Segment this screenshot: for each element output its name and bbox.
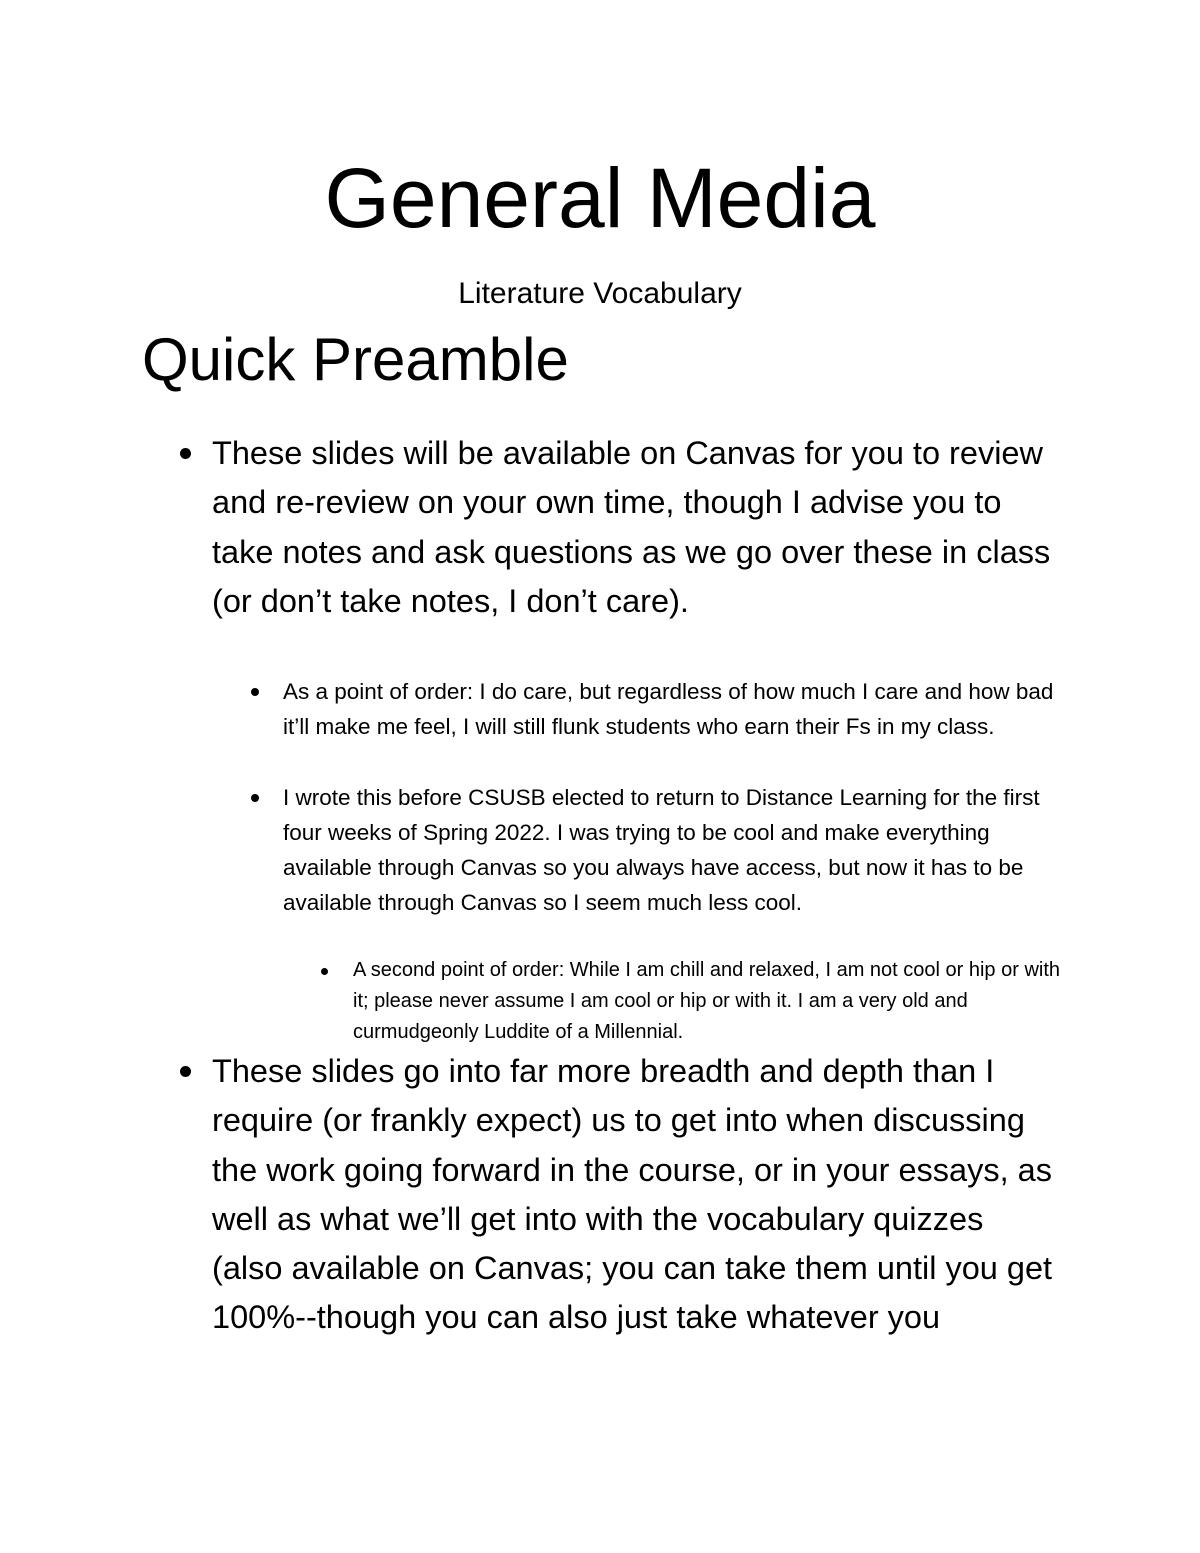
bullet-icon xyxy=(251,688,259,696)
bullet-icon xyxy=(180,1066,191,1077)
sub-bullet-item xyxy=(283,674,1063,744)
bullet-text: These slides will be available on Canvas for you to review and re-review on your own time, though I advise you to take notes and ask questions as we go over these in class (or don’t take notes, I don’t care). xyxy=(212,435,1051,619)
sub-bullet-text: I wrote this before CSUSB elected to return to Distance Learning for the first four weeks of Spring 2022. I was trying to be cool and make everything available through Canvas so you always have access, but now it has to be available through Canvas so I seem much less cool. xyxy=(283,785,1040,915)
bullet-icon xyxy=(251,794,259,802)
bullet-item xyxy=(212,429,1062,626)
section-heading: Quick Preamble xyxy=(142,326,569,393)
bullet-text: These slides go into far more breadth and depth than I require (or frankly expect) us to get into when discussing the work going forward in the course, or in your essays, as well as what we’ll get into with the vocabulary quizzes (also available on Canvas; you can take them until you get 100%--though you can also just take whatever you xyxy=(212,1053,1053,1336)
bullet-icon xyxy=(180,448,191,459)
sub-sub-bullet-item xyxy=(353,955,1063,1048)
bullet-icon xyxy=(321,968,328,975)
sub-bullet-item xyxy=(283,780,1063,920)
document-subtitle: Literature Vocabulary xyxy=(458,277,742,310)
document-title: General Media xyxy=(324,151,876,245)
bullet-item xyxy=(212,1047,1062,1343)
sub-bullet-text: As a point of order: I do care, but regardless of how much I care and how bad it’ll make me feel, I will still flunk students who earn their Fs in my class. xyxy=(283,679,1054,739)
sub-sub-bullet-text: A second point of order: While I am chill and relaxed, I am not cool or hip or with it; please never assume I am cool or hip or with it. I am a very old and curmudgeonly Luddite of a Millennial. xyxy=(353,959,1061,1043)
